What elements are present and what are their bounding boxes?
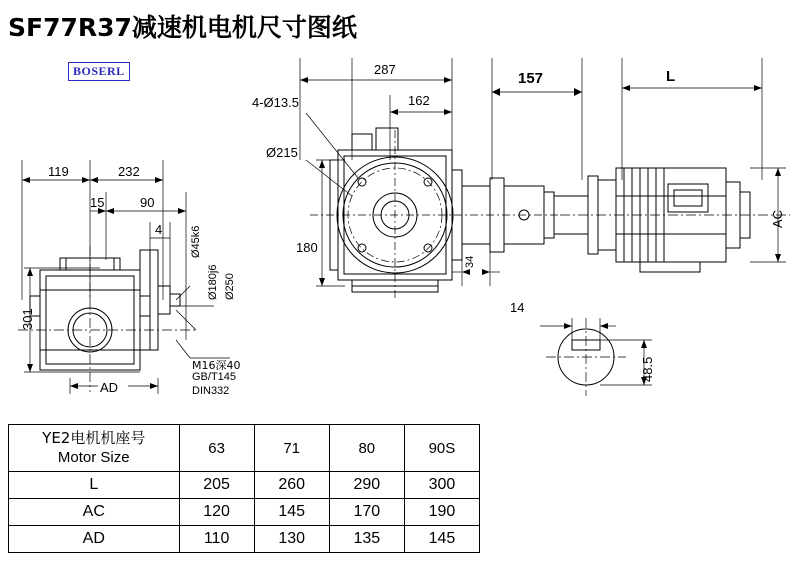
dim-180: 180 [296, 240, 318, 255]
table-row [9, 499, 480, 526]
row-AC-value-1: 145 [254, 499, 329, 526]
table-row [9, 526, 480, 553]
dim-4xD13-5: 4-Ø13.5 [252, 95, 299, 110]
row-AD-value-1: 130 [254, 526, 329, 553]
row-AC-value-0: 120 [179, 499, 254, 526]
dim-15: 15 [90, 195, 105, 210]
header-size-80: 80 [329, 425, 404, 472]
dim-301: 301 [20, 308, 35, 330]
brand-logo: BOSERL [68, 62, 130, 81]
row-L-value-0: 205 [179, 472, 254, 499]
note-flange-d180j6: Ø180j6 [207, 264, 219, 300]
row-AD-value-0: 110 [179, 526, 254, 553]
dim-L: L [666, 68, 676, 85]
note-shaft-d45k6: Ø45k6 [190, 225, 202, 258]
table-row-header [9, 425, 480, 472]
dim-ad-left: AD [100, 380, 119, 395]
header-label-cell [9, 425, 180, 472]
row-label-AC: AC [9, 499, 180, 526]
row-AC-value-3: 190 [404, 499, 479, 526]
dim-D215: Ø215 [266, 145, 298, 160]
header-size-71: 71 [254, 425, 329, 472]
dim-287: 287 [374, 62, 396, 77]
row-L-value-3: 300 [404, 472, 479, 499]
dim-232: 232 [118, 164, 140, 179]
header-size-63: 63 [179, 425, 254, 472]
dim-157: 157 [518, 70, 544, 87]
dim-162: 162 [408, 93, 430, 108]
dim-119: 119 [48, 164, 69, 179]
row-label-L: L [9, 472, 180, 499]
row-L-value-2: 290 [329, 472, 404, 499]
dim-4: 4 [155, 222, 163, 237]
note-flange-d250: Ø250 [224, 273, 236, 300]
dim-90: 90 [140, 195, 155, 210]
dim-14: 14 [510, 300, 525, 315]
note-standard-gbt145: GB/T145 [192, 371, 237, 383]
header-size-90s: 90S [404, 425, 479, 472]
header-label-en: Motor Size [57, 449, 130, 466]
row-AD-value-3: 145 [404, 526, 479, 553]
table-row [9, 472, 480, 499]
row-label-AD: AD [9, 526, 180, 553]
header-label-cn: YE2电机机座号 [42, 429, 146, 447]
page-title: SF77R37减速机电机尺寸图纸 [8, 13, 357, 42]
motor-size-table [8, 424, 480, 553]
dim-34: 34 [464, 255, 476, 268]
dim-48-5: 48.5 [640, 356, 655, 382]
dim-AC: AC [770, 209, 785, 228]
row-AC-value-2: 170 [329, 499, 404, 526]
note-thread-m16: M16深40 [192, 359, 241, 372]
row-L-value-1: 260 [254, 472, 329, 499]
row-AD-value-2: 135 [329, 526, 404, 553]
note-standard-din332: DIN332 [192, 385, 230, 397]
